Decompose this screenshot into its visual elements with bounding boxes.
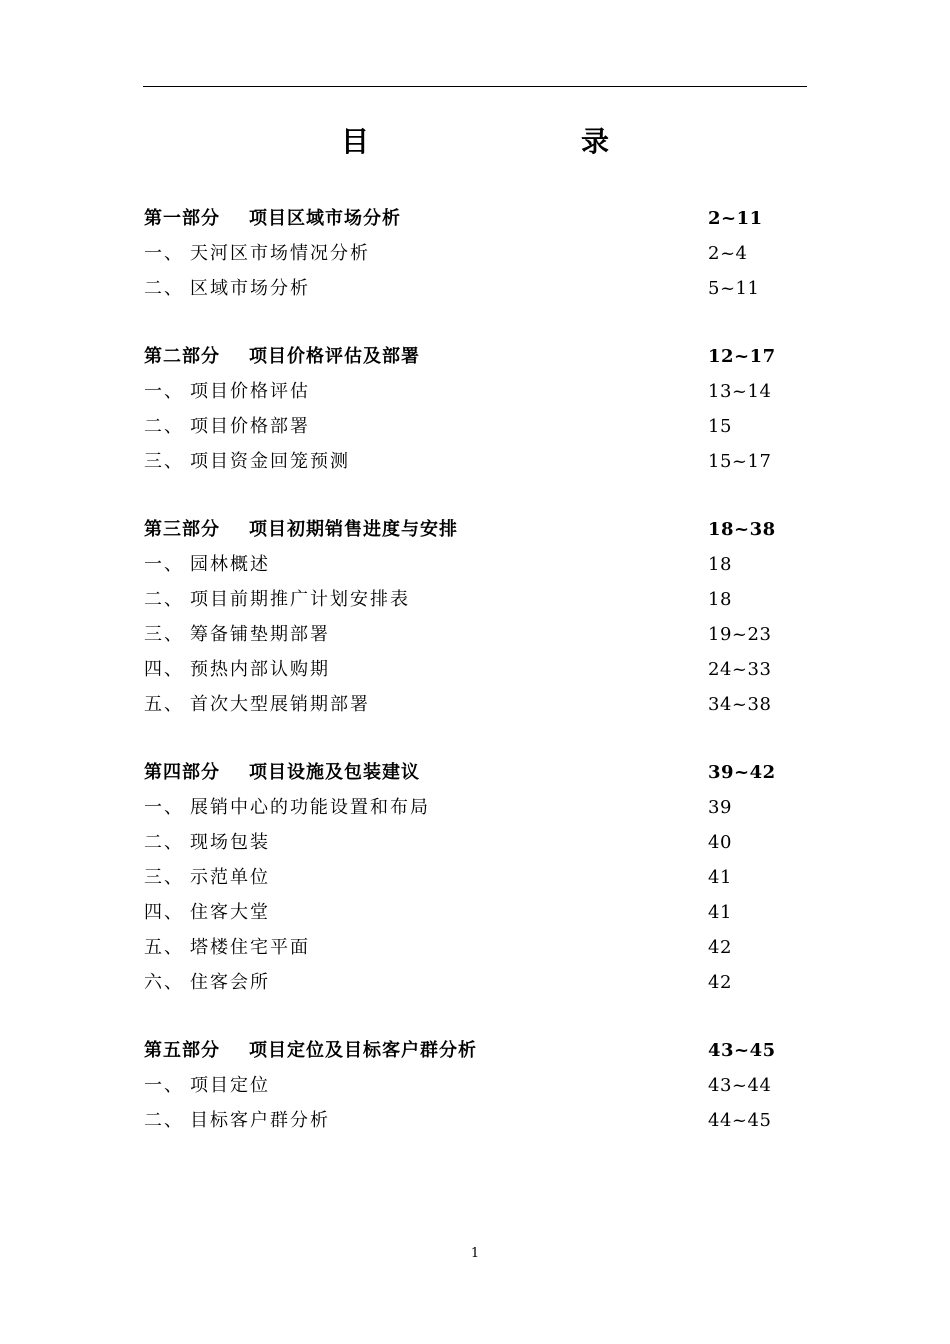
toc-entry-pages: 40 — [708, 832, 732, 853]
toc-entry-number: 四、 — [144, 902, 184, 923]
toc-part-title: 项目区域市场分析 — [249, 208, 401, 229]
toc-entry-label — [144, 1068, 270, 1103]
toc-entry-label — [144, 965, 270, 1000]
toc-section — [144, 512, 784, 722]
toc-section — [144, 339, 784, 479]
toc-section — [144, 201, 784, 306]
toc-entry-label — [144, 271, 310, 306]
toc-entry-label — [144, 930, 310, 965]
toc-section-heading[interactable] — [144, 339, 784, 374]
toc-entry-number: 二、 — [144, 416, 184, 437]
toc-part-title: 项目定位及目标客户群分析 — [249, 1040, 477, 1061]
toc-entry-label — [144, 790, 430, 825]
toc-part-number: 第四部分 — [144, 762, 220, 783]
page-title: 目 录 — [340, 125, 661, 158]
toc-page-range: 43~45 — [708, 1040, 776, 1061]
toc-entry-text: 项目前期推广计划安排表 — [190, 589, 410, 610]
toc-entry-pages: 43~44 — [708, 1075, 772, 1096]
toc-entry-text: 项目价格部署 — [190, 416, 310, 437]
toc-entry-label — [144, 547, 270, 582]
toc-part-title: 项目设施及包装建议 — [249, 762, 420, 783]
toc-entry[interactable] — [144, 374, 784, 409]
toc-heading-label — [144, 1033, 477, 1068]
toc-entry-pages: 19~23 — [708, 624, 772, 645]
toc-entry[interactable] — [144, 895, 784, 930]
toc-entry-number: 三、 — [144, 867, 184, 888]
toc-entry-number: 四、 — [144, 659, 184, 680]
toc-entry-pages: 41 — [708, 902, 732, 923]
toc-entry-text: 项目定位 — [190, 1075, 270, 1096]
toc-entry-text: 示范单位 — [190, 867, 270, 888]
toc-entry-pages: 15 — [708, 416, 732, 437]
toc-entry-label — [144, 374, 310, 409]
toc-entry[interactable] — [144, 617, 784, 652]
toc-heading-label — [144, 755, 420, 790]
toc-entry-number: 二、 — [144, 278, 184, 299]
toc-entry-text: 园林概述 — [190, 554, 270, 575]
toc-entry-number: 三、 — [144, 624, 184, 645]
toc-part-number: 第三部分 — [144, 519, 220, 540]
toc-entry-number: 二、 — [144, 1110, 184, 1131]
toc-entry-label — [144, 895, 270, 930]
toc-entry-text: 项目资金回笼预测 — [190, 451, 350, 472]
toc-entry-pages: 24~33 — [708, 659, 772, 680]
toc-section-heading[interactable] — [144, 201, 784, 236]
toc-entry-pages: 42 — [708, 972, 732, 993]
toc-entry-text: 区域市场分析 — [190, 278, 310, 299]
toc-entry-pages: 39 — [708, 797, 732, 818]
toc-part-number: 第五部分 — [144, 1040, 220, 1061]
toc-entry-number: 二、 — [144, 832, 184, 853]
toc-entry-label — [144, 825, 270, 860]
toc-entry[interactable] — [144, 547, 784, 582]
toc-entry-pages: 18 — [708, 589, 732, 610]
toc-entry-text: 展销中心的功能设置和布局 — [190, 797, 430, 818]
toc-part-title: 项目价格评估及部署 — [249, 346, 420, 367]
toc-section-heading[interactable] — [144, 1033, 784, 1068]
toc-entry-label — [144, 860, 270, 895]
toc-part-number: 第一部分 — [144, 208, 220, 229]
toc-entry-label — [144, 582, 410, 617]
toc-page-range: 39~42 — [708, 762, 776, 783]
toc-section — [144, 755, 784, 1000]
toc-entry-text: 天河区市场情况分析 — [190, 243, 370, 264]
toc-entry-pages: 42 — [708, 937, 732, 958]
toc-entry-number: 一、 — [144, 797, 184, 818]
table-of-contents — [144, 201, 784, 1171]
toc-entry[interactable] — [144, 582, 784, 617]
toc-entry[interactable] — [144, 1103, 784, 1138]
toc-section-heading[interactable] — [144, 755, 784, 790]
toc-entry-pages: 44~45 — [708, 1110, 772, 1131]
toc-entry-label — [144, 1103, 330, 1138]
toc-entry[interactable] — [144, 860, 784, 895]
toc-entry-text: 目标客户群分析 — [190, 1110, 330, 1131]
toc-entry-label — [144, 409, 310, 444]
toc-entry-pages: 5~11 — [708, 278, 760, 299]
header-rule — [143, 86, 807, 87]
toc-entry-number: 五、 — [144, 937, 184, 958]
toc-entry-number: 一、 — [144, 1075, 184, 1096]
toc-entry[interactable] — [144, 652, 784, 687]
toc-entry-text: 住客大堂 — [190, 902, 270, 923]
toc-page-range: 2~11 — [708, 208, 763, 229]
toc-entry[interactable] — [144, 930, 784, 965]
toc-part-title: 项目初期销售进度与安排 — [249, 519, 458, 540]
toc-entry[interactable] — [144, 409, 784, 444]
toc-entry-label — [144, 617, 330, 652]
toc-entry-label — [144, 444, 350, 479]
toc-heading-label — [144, 339, 420, 374]
toc-entry-number: 一、 — [144, 243, 184, 264]
toc-entry-number: 二、 — [144, 589, 184, 610]
toc-entry-number: 一、 — [144, 554, 184, 575]
toc-entry-number: 五、 — [144, 694, 184, 715]
toc-entry-number: 三、 — [144, 451, 184, 472]
page-number: 1 — [470, 1246, 480, 1261]
toc-entry-text: 项目价格评估 — [190, 381, 310, 402]
toc-entry-pages: 18 — [708, 554, 732, 575]
toc-entry-pages: 41 — [708, 867, 732, 888]
toc-entry[interactable] — [144, 444, 784, 479]
toc-entry-pages: 34~38 — [708, 694, 772, 715]
toc-entry-text: 住客会所 — [190, 972, 270, 993]
toc-entry-number: 一、 — [144, 381, 184, 402]
toc-entry[interactable] — [144, 965, 784, 1000]
toc-entry-text: 现场包装 — [190, 832, 270, 853]
toc-heading-label — [144, 201, 401, 236]
toc-entry-text: 筹备铺垫期部署 — [190, 624, 330, 645]
toc-entry[interactable] — [144, 790, 784, 825]
toc-entry-pages: 15~17 — [708, 451, 772, 472]
toc-entry-text: 首次大型展销期部署 — [190, 694, 370, 715]
toc-entry-number: 六、 — [144, 972, 184, 993]
toc-page-range: 12~17 — [708, 346, 776, 367]
toc-entry-label — [144, 236, 370, 271]
toc-entry[interactable] — [144, 687, 784, 722]
toc-entry[interactable] — [144, 271, 784, 306]
toc-entry-label — [144, 652, 330, 687]
toc-entry[interactable] — [144, 825, 784, 860]
toc-section-heading[interactable] — [144, 512, 784, 547]
toc-entry-pages: 13~14 — [708, 381, 772, 402]
toc-part-number: 第二部分 — [144, 346, 220, 367]
toc-section — [144, 1033, 784, 1138]
toc-entry-text: 预热内部认购期 — [190, 659, 330, 680]
toc-entry[interactable] — [144, 236, 784, 271]
toc-page-range: 18~38 — [708, 519, 776, 540]
toc-entry-text: 塔楼住宅平面 — [190, 937, 310, 958]
toc-entry[interactable] — [144, 1068, 784, 1103]
toc-entry-label — [144, 687, 370, 722]
toc-heading-label — [144, 512, 458, 547]
toc-entry-pages: 2~4 — [708, 243, 748, 264]
